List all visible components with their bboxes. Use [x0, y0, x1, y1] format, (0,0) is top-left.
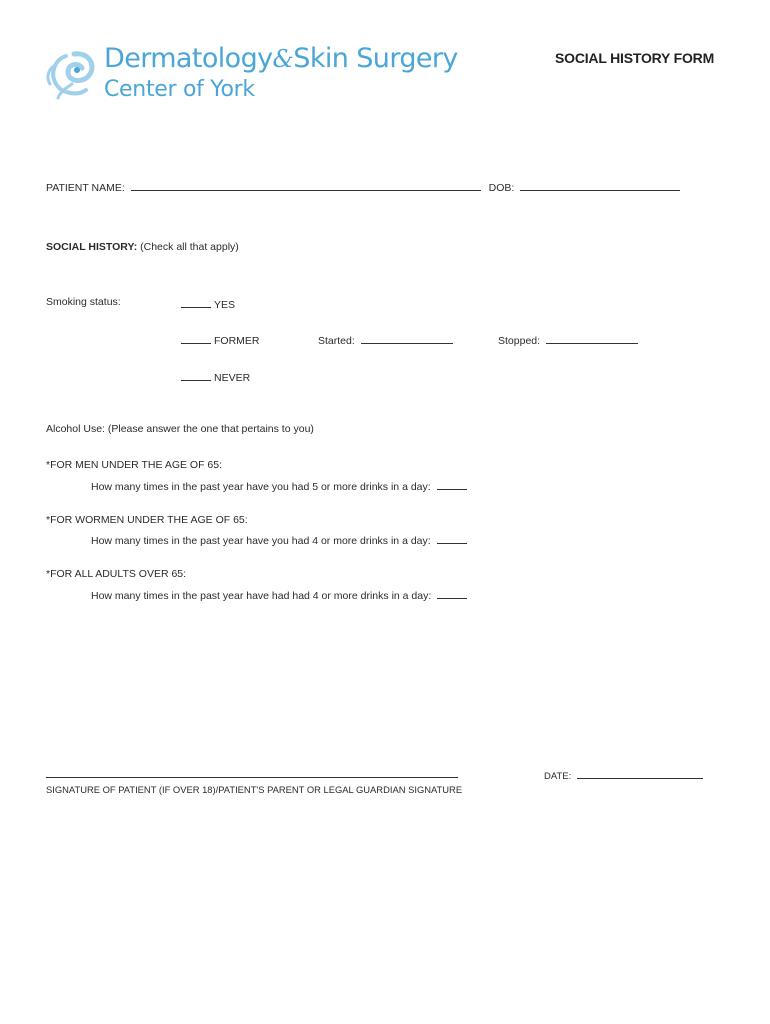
alcohol-question-text: How many times in the past year have had had 4 or more drinks in a day: [91, 590, 432, 602]
patient-row [46, 179, 683, 195]
logo-ampersand: & [272, 45, 294, 73]
logo-icon [44, 44, 100, 100]
alcohol-question [91, 478, 470, 494]
alcohol-group-heading: *FOR ALL ADULTS OVER 65: [46, 568, 187, 580]
signature-label: SIGNATURE OF PATIENT (IF OVER 18)/PATIENT'S PARENT OR LEGAL GUARDIAN SIGNATURE [46, 784, 463, 795]
alcohol-answer-field[interactable] [437, 478, 467, 490]
date-field[interactable] [577, 767, 703, 779]
smoking-stopped [498, 332, 641, 348]
form-title: SOCIAL HISTORY FORM [555, 50, 715, 66]
patient-name-field[interactable] [131, 179, 481, 191]
alcohol-group-heading: *FOR MEN UNDER THE AGE OF 65: [46, 459, 223, 471]
started-label: Started: [318, 335, 355, 347]
logo-wordmark-line1 [104, 42, 458, 76]
social-history-instruction: (Check all that apply) [140, 241, 239, 253]
alcohol-answer-field[interactable] [437, 587, 467, 599]
logo-word-skin-surgery: Skin Surgery [293, 43, 458, 74]
alcohol-intro: Alcohol Use: (Please answer the one that pertains to you) [46, 423, 314, 435]
smoking-option-former [181, 332, 260, 348]
alcohol-answer-field[interactable] [437, 532, 467, 544]
alcohol-question [91, 532, 470, 548]
alcohol-question-text: How many times in the past year have you had 4 or more drinks in a day: [91, 535, 431, 547]
logo-wordmark-line2: Center of York [104, 77, 255, 102]
smoking-former-blank[interactable] [181, 332, 211, 344]
signature-line[interactable] [46, 777, 458, 778]
dob-label: DOB: [488, 182, 515, 194]
stopped-field[interactable] [546, 332, 638, 344]
smoking-yes-blank[interactable] [181, 296, 211, 308]
started-field[interactable] [361, 332, 453, 344]
smoking-yes-label: YES [214, 299, 236, 311]
smoking-status-label: Smoking status: [46, 296, 121, 308]
smoking-option-never [181, 369, 250, 385]
alcohol-question-text: How many times in the past year have you had 5 or more drinks in a day: [91, 481, 431, 493]
smoking-option-yes [181, 296, 235, 312]
smoking-never-label: NEVER [214, 372, 251, 384]
patient-name-label: PATIENT NAME: [46, 182, 125, 194]
date-label: DATE: [544, 771, 572, 782]
smoking-started [318, 332, 456, 348]
stopped-label: Stopped: [498, 335, 541, 347]
social-history-title: SOCIAL HISTORY: [46, 241, 138, 253]
logo-word-dermatology: Dermatology [104, 43, 273, 74]
smoking-former-label: FORMER [214, 335, 260, 347]
alcohol-question [91, 587, 470, 603]
dob-field[interactable] [520, 179, 680, 191]
alcohol-group-heading: *FOR WORMEN UNDER THE AGE OF 65: [46, 514, 248, 526]
social-history-heading [46, 241, 239, 254]
signature-date [544, 767, 706, 783]
smoking-never-blank[interactable] [181, 369, 211, 381]
